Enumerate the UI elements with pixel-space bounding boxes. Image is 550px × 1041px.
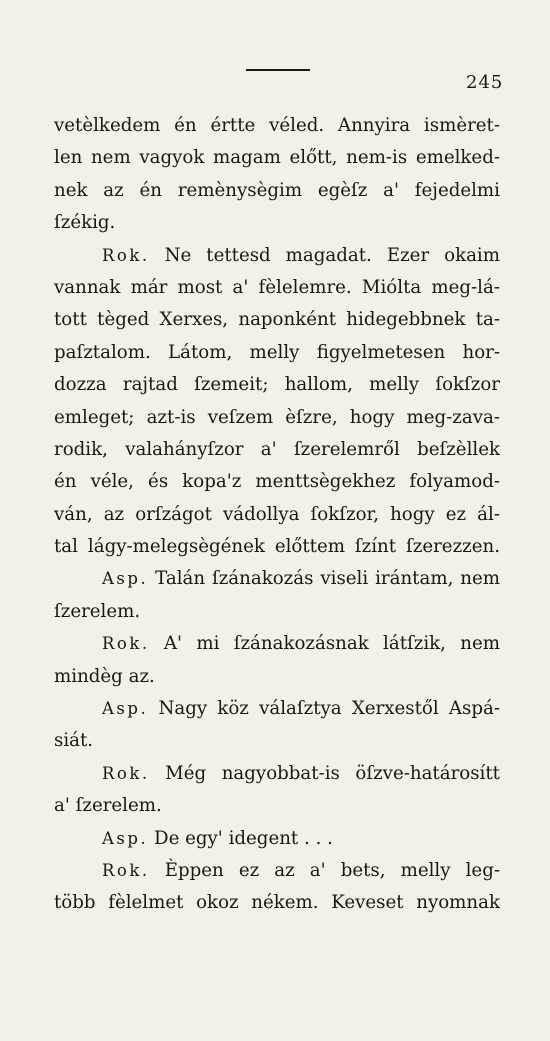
speaker-label: Rok. bbox=[102, 634, 150, 654]
text-line bbox=[54, 693, 500, 725]
line-text: A' mi ſzánakozásnak látſzik, nem bbox=[163, 633, 500, 655]
text-line bbox=[54, 207, 500, 239]
line-text: Még nagyobbat-is öſzve-határosítt bbox=[165, 762, 500, 784]
header-rule bbox=[246, 69, 310, 71]
text-line bbox=[54, 855, 500, 887]
line-text: mindèg az. bbox=[54, 665, 155, 687]
line-text: siát. bbox=[54, 730, 94, 752]
text-line bbox=[54, 499, 500, 531]
text-line bbox=[54, 272, 500, 304]
line-text: ván, az orſzágot vádollya ſokſzor, hogy ez ál- bbox=[54, 503, 500, 525]
text-line bbox=[54, 434, 500, 466]
text-line bbox=[54, 304, 500, 336]
line-text: De egy' idegent . . . bbox=[154, 827, 333, 849]
speaker-label: Rok. bbox=[102, 763, 150, 783]
text-line bbox=[54, 369, 500, 401]
text-line bbox=[54, 240, 500, 272]
text-line bbox=[54, 402, 500, 434]
line-text: paſztalom. Látom, melly figyelmetesen hor- bbox=[54, 341, 500, 363]
line-text: Nagy köz válaſztya Xerxestől Aspá- bbox=[158, 698, 500, 720]
speaker-label: Asp. bbox=[102, 569, 149, 589]
line-text: emleget; azt-is veſzem èſzre, hogy meg-zava- bbox=[54, 406, 500, 428]
line-text: len nem vagyok magam előtt, nem-is emelked- bbox=[54, 147, 500, 169]
line-text: Ne tettesd magadat. Ezer okaim bbox=[164, 244, 500, 266]
text-line bbox=[54, 337, 500, 369]
text-line bbox=[54, 175, 500, 207]
speaker-label: Asp. bbox=[102, 828, 149, 848]
line-text: tal lágy-melegsègének előttem ſzínt ſzerezzen. bbox=[54, 536, 500, 558]
body-text bbox=[54, 110, 500, 920]
speaker-label: Asp. bbox=[102, 699, 149, 719]
text-line bbox=[54, 823, 500, 855]
text-line bbox=[54, 725, 500, 757]
text-line bbox=[54, 887, 500, 919]
line-text: rodik, valahányſzor a' ſzerelemről beſzèllek bbox=[54, 438, 500, 460]
text-line bbox=[54, 142, 500, 174]
line-text: Talán ſzánakozás viseli irántam, nem bbox=[155, 568, 500, 590]
line-text: a' ſzerelem. bbox=[54, 795, 162, 817]
page-number: 245 bbox=[466, 72, 504, 93]
line-text: tott tèged Xerxes, naponként hidegebbnek ta- bbox=[54, 309, 500, 331]
text-line bbox=[54, 110, 500, 142]
line-text: ſzékig. bbox=[54, 212, 116, 234]
text-line bbox=[54, 661, 500, 693]
line-text: Èppen ez az a' bets, melly leg- bbox=[164, 859, 500, 881]
text-line bbox=[54, 531, 500, 563]
text-line bbox=[54, 466, 500, 498]
line-text: nek az én remènysègim egèſz a' fejedelmi bbox=[54, 179, 500, 201]
text-line bbox=[54, 790, 500, 822]
line-text: több fèlelmet okoz nékem. Keveset nyomnak bbox=[54, 892, 500, 914]
line-text: dozza rajtad ſzemeit; hallom, melly ſokſzor bbox=[54, 374, 500, 396]
line-text: ſzerelem. bbox=[54, 600, 141, 622]
speaker-label: Rok. bbox=[102, 245, 150, 265]
text-line bbox=[54, 596, 500, 628]
text-line bbox=[54, 563, 500, 595]
text-line bbox=[54, 628, 500, 660]
speaker-label: Rok. bbox=[102, 860, 150, 880]
text-line bbox=[54, 758, 500, 790]
line-text: én véle, és kopa'z menttsègekhez folyamod- bbox=[54, 471, 500, 493]
line-text: vannak már most a' fèlelemre. Miólta meg-lá- bbox=[54, 276, 500, 298]
line-text: vetèlkedem én értte véled. Annyira ismèret- bbox=[54, 115, 500, 136]
